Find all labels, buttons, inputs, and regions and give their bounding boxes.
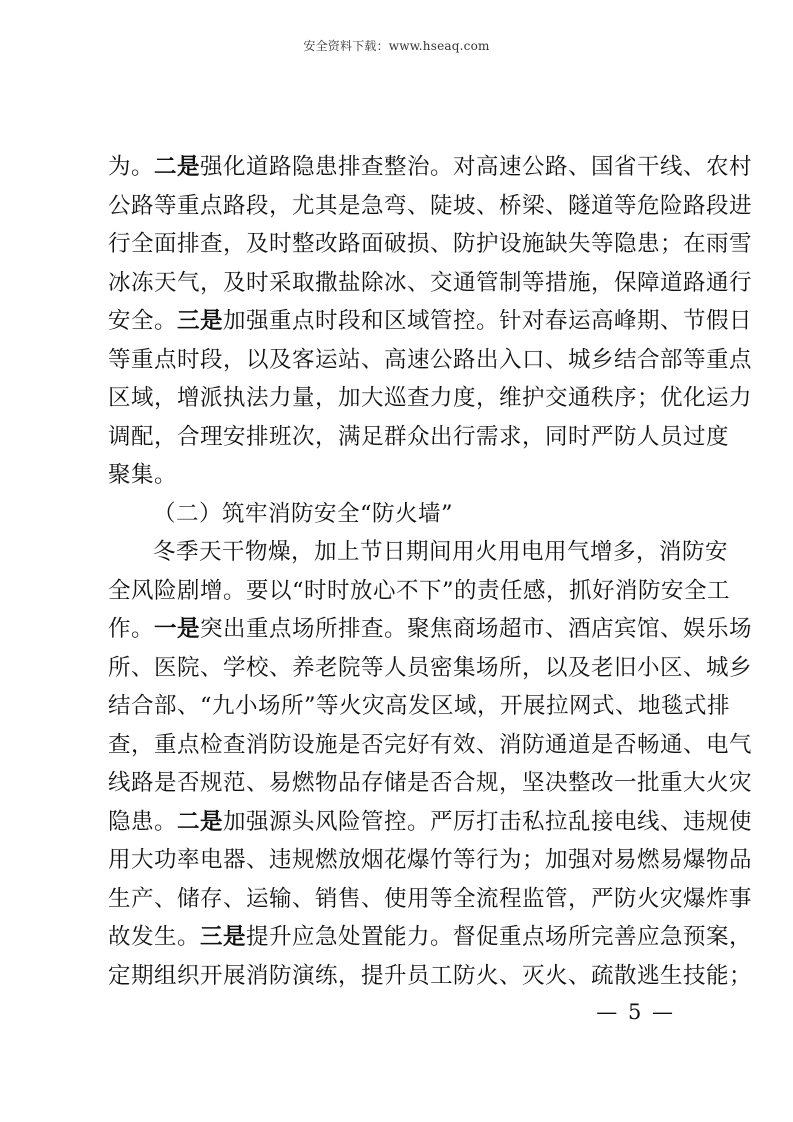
- body-line: [108, 726, 753, 765]
- body-line: [108, 148, 753, 187]
- text-segment: 作。: [108, 616, 155, 642]
- section-heading: [108, 495, 698, 534]
- text-segment: 查，重点检查消防设施是否完好有效、消防通道是否畅通、电气: [108, 731, 753, 758]
- text-segment: 行全面排查，及时整改路面破损、防护设施缺失等隐患；在雨雪: [108, 231, 753, 257]
- text-segment: 线路是否规范、易燃物品存储是否合规，坚决整改一批重大火灾: [108, 770, 753, 796]
- text-segment: 定期组织开展消防演练，提升员工防火、灭火、疏散逃生技能；: [108, 962, 753, 989]
- text-segment: 冰冻天气，及时采取撒盐除冰、交通管制等措施，保障道路通行: [108, 269, 753, 296]
- text-segment: 冬季天干物燥，加上节日期间用火用电用气增多，消防安: [153, 539, 729, 565]
- body-line: [108, 649, 753, 688]
- bold-lead-marker: 一是: [154, 616, 201, 642]
- body-line: [108, 687, 731, 726]
- text-segment: （二）筑牢消防安全“防火墙”: [153, 500, 454, 527]
- text-segment: 用大功率电器、违规燃放烟花爆竹等行为；加强对易燃易爆物品: [108, 847, 753, 873]
- bold-lead-marker: 二是: [154, 154, 201, 180]
- page-number: — 5 —: [596, 1000, 675, 1024]
- body-line: [108, 841, 753, 880]
- text-segment: 全风险剧增。要以“时时放心不下”的责任感，抓好消防安全工: [108, 577, 731, 604]
- body-line: [108, 341, 753, 380]
- body-line: [108, 187, 753, 226]
- text-segment: 等重点时段，以及客运站、高速公路出入口、城乡结合部等重点: [108, 346, 753, 373]
- body-line: [108, 610, 753, 649]
- text-segment: 生产、储存、运输、销售、使用等全流程监管，严防火灾爆炸事: [108, 885, 753, 912]
- text-segment: 结合部、“九小场所”等火灾高发区域，开展拉网式、地毯式排: [108, 693, 731, 719]
- text-segment: 隐患。: [108, 808, 178, 835]
- text-segment: 突出重点场所排查。聚焦商场超市、酒店宾馆、娱乐场: [200, 616, 753, 642]
- bold-lead-marker: 三是: [177, 308, 224, 334]
- text-segment: 提升应急处置能力。督促重点场所完善应急预案，: [246, 924, 753, 950]
- text-segment: 所、医院、学校、养老院等人员密集场所，以及老旧小区、城乡: [108, 654, 753, 681]
- text-segment: 调配，合理安排班次，满足群众出行需求，同时严防人员过度: [108, 423, 730, 450]
- body-line: [108, 803, 753, 842]
- text-segment: 强化道路隐患排查整治。对高速公路、国省干线、农村: [200, 154, 753, 180]
- body-line: [108, 957, 753, 996]
- body-line: [108, 572, 731, 611]
- text-segment: 公路等重点路段，尤其是急弯、陡坡、桥梁、隧道等危险路段进: [108, 192, 753, 219]
- body-line: [108, 918, 753, 957]
- text-segment: 加强重点时段和区域管控。针对春运高峰期、节假日: [223, 308, 753, 334]
- text-segment: 为。: [108, 154, 155, 180]
- body-line: [108, 225, 753, 264]
- body-line: [108, 302, 753, 341]
- text-segment: 故发生。: [108, 924, 201, 950]
- body-line: [108, 379, 753, 418]
- body-line: [108, 418, 730, 457]
- text-segment: 安全。: [108, 308, 178, 334]
- body-line: [108, 456, 698, 495]
- body-line: [108, 880, 753, 919]
- body-line: [108, 533, 729, 572]
- text-segment: 区域，增派执法力量，加大巡查力度，维护交通秩序；优化运力: [108, 385, 753, 411]
- document-body: [108, 148, 753, 995]
- text-segment: 聚集。: [108, 462, 178, 488]
- body-line: [108, 764, 753, 803]
- download-source-header: 安全资料下载：www.hseaq.com: [303, 39, 490, 53]
- bold-lead-marker: 三是: [200, 924, 247, 950]
- bold-lead-marker: 二是: [177, 808, 224, 835]
- body-line: [108, 264, 753, 303]
- text-segment: 加强源头风险管控。严厉打击私拉乱接电线、违规使: [223, 808, 753, 835]
